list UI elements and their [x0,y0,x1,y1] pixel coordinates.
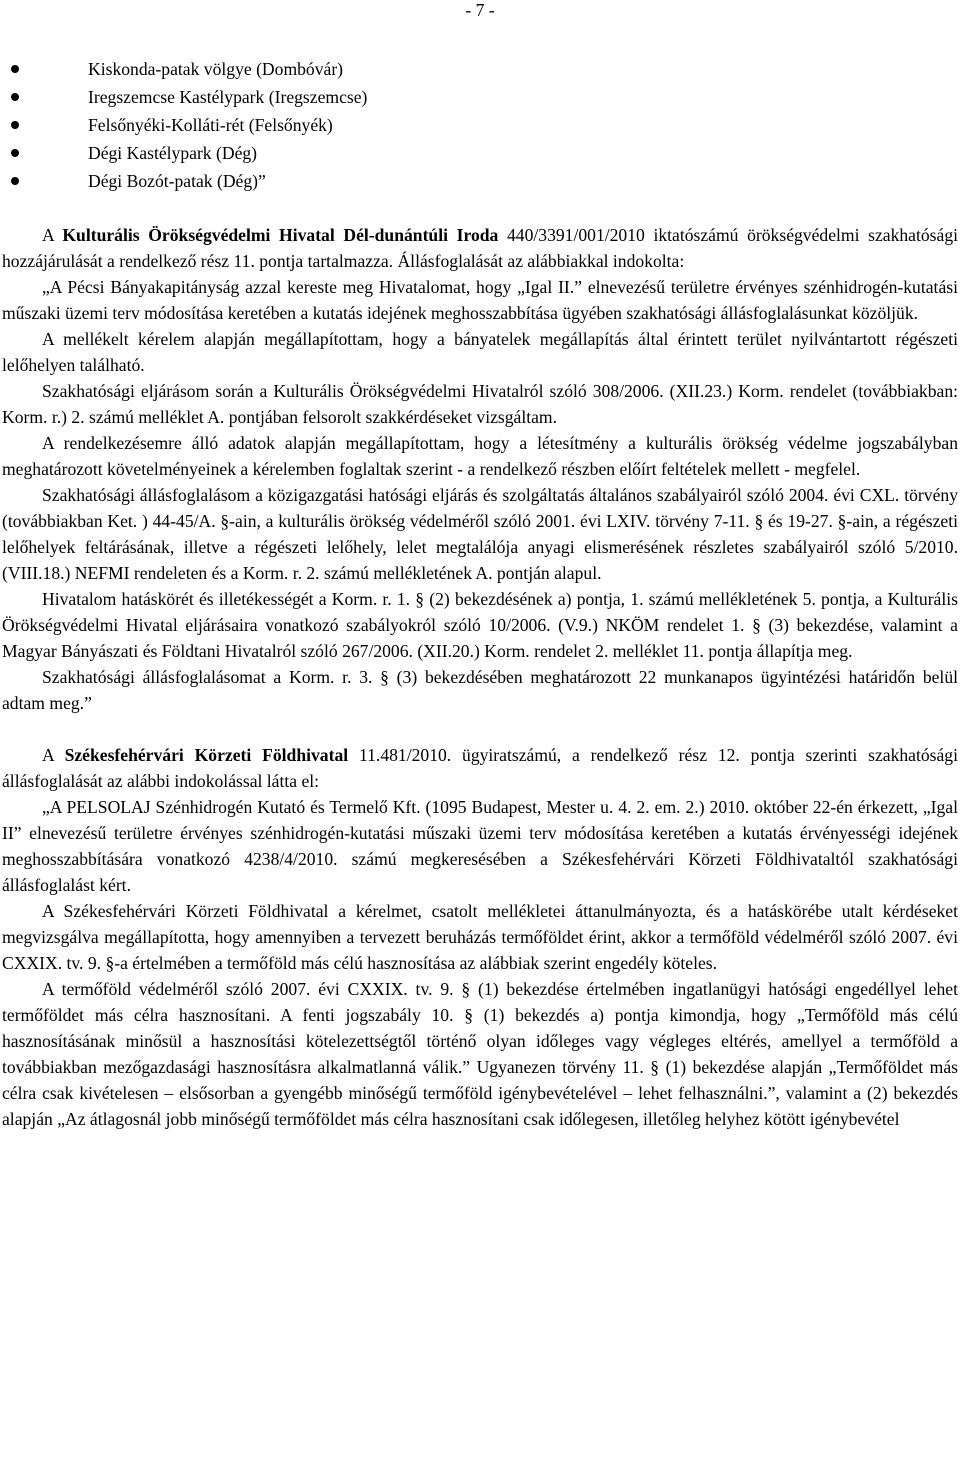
list-item: Iregszemcse Kastélypark (Iregszemcse) [0,84,960,112]
bullet-icon [11,65,19,73]
quoted-paragraph: A Székesfehérvári Körzeti Földhivatal a kérelmet, csatolt mellékletei áttanulmányozta, és a hatáskörébe utalt kérdéseket megvizsgálva megállapította, hogy amennyiben a tervezett beruházás termőföldet érint, akkor a termőföld védelméről szóló 2007. évi CXXIX. tv. 9. §-a értelmében a termőföld más célú hasznosítása az alábbiak szerint engedély köteles. [2,901,958,973]
quoted-paragraph: Szakhatósági állásfoglalásom a közigazgatási hatósági eljárás és szolgáltatás általános szabályairól szóló 2004. évi CXL. törvény (továbbiakban Ket. ) 44-45/A. §-ain, a kulturális örökség védelméről szóló 2001. évi LXIV. törvény 7-11. § és 19-27. §-ain, a régészeti lelőhelyek feltárásának, illetve a régészeti lelőhely, lelet megtalálója anyagi elismerésének részletes szabályairól szóló 5/2010. (VIII.18.) NEFMI rendeleten és a Korm. r. 2. számú mellékletének A. pontján alapul. [2,485,958,583]
page-number: - 7 - [465,0,495,20]
document-body [2,222,958,1132]
list-item: Felsőnyéki-Kolláti-rét (Felsőnyék) [0,112,960,140]
list-item: Dégi Bozót-patak (Dég)” [0,168,960,196]
quoted-paragraph: A rendelkezésemre álló adatok alapján megállapítottam, hogy a létesítmény a kulturális örökség védelme jogszabályban meghatározott követelményeinek a kérelemben foglaltak szerint - a rendelkező részben előírt feltételek mellett - megfelel. [2,433,958,479]
list-item: Dégi Kastélypark (Dég) [0,140,960,168]
land-office-name: Székesfehérvári Körzeti Földhivatal [64,745,349,765]
quoted-paragraph: „A Pécsi Bányakapitányság azzal kereste meg Hivatalomat, hogy „Igal II.” elnevezésű területre érvényes szénhidrogén-kutatási műszaki üzemi terv módosítása keretében a kutatás idejének meghosszabbítása ügyében szakhatósági állásfoglalásunkat közöljük. [2,277,958,323]
quoted-paragraph: A termőföld védelméről szóló 2007. évi CXXIX. tv. 9. § (1) bekezdése értelmében ingatlanügyi hatósági engedéllyel lehet termőföldet más célra hasznosítani. A fenti jogszabály 10. § (1) bekezdés a) pontja kimondja, hogy „Termőföld más célú hasznosításának minősül a hasznosítási kötelezettségtől történő olyan időleges vagy végleges eltérés, amellyel a termőföld a továbbiakban mezőgazdasági hasznosításra alkalmatlanná válik.” Ugyanezen törvény 11. § (1) bekezdése alapján „Termőföldet más célra csak kivételesen – elsősorban a gyengébb minőségű termőföld igénybevételével – lehet felhasználni.”, valamint a (2) bekezdés alapján „Az átlagosnál jobb minőségű termőföldet más célra hasznosítani csak időlegesen, illetőleg helyhez kötött igénybevétel [2,979,958,1129]
bullet-icon [11,177,19,185]
quoted-paragraph: Szakhatósági eljárásom során a Kulturális Örökségvédelmi Hivatalról szóló 308/2006. (XII.23.) Korm. rendelet (továbbiakban: Korm. r.) 2. számú melléklet A. pontjában felsorolt szakkérdéseket vizsgáltam. [2,381,958,427]
paragraph-spacer [2,716,958,742]
quoted-paragraph: A mellékelt kérelem alapján megállapítottam, hogy a bányatelek megállapítás által érintett terület nyilvántartott régészeti lelőhelyen található. [2,329,958,375]
quoted-paragraph: Szakhatósági állásfoglalásomat a Korm. r. 3. § (3) bekezdésében meghatározott 22 munkanapos ügyintézési határidőn belül adtam meg.” [2,667,958,713]
bullet-icon [11,121,19,129]
quoted-paragraph: „A PELSOLAJ Szénhidrogén Kutató és Termelő Kft. (1095 Budapest, Mester u. 4. 2. em. 2.) 2010. október 22-én érkezett, „Igal II” elnevezésű területre érvényes szénhidrogén-kutatási műszaki üzemi terv módosítása keretében a kutatás érvényességi idejének meghosszabbítására vonatkozó 4238/4/2010. számú megkeresésében a Székesfehérvári Körzeti Földhivataltól szakhatósági állásfoglalást kért. [2,797,958,895]
paragraph-land-office: A Székesfehérvári Körzeti Földhivatal 11.481/2010. ügyiratszámú, a rendelkező rész 12. pontja szerinti szakhatósági állásfoglalását az alábbi indokolással látta el: [2,745,958,791]
bullet-icon [11,93,19,101]
quoted-paragraph: Hivatalom hatáskörét és illetékességét a Korm. r. 1. § (2) bekezdésének a) pontja, 1. számú mellékletének 5. pontja, a Kulturális Örökségvédelmi Hivatal eljárásaira vonatkozó szabályokról szóló 10/2006. (V.9.) NKÖM rendelet 1. § (3) bekezdése, valamint a Magyar Bányászati és Földtani Hivatalról szóló 267/2006. (XII.20.) Korm. rendelet 2. melléklet 11. pontja állapítja meg. [2,589,958,661]
bullet-icon [11,149,19,157]
site-list [0,56,960,196]
heritage-office-name: Kulturális Örökségvédelmi Hivatal Dél-dunántúli Iroda [62,225,499,245]
paragraph-heritage-office: A Kulturális Örökségvédelmi Hivatal Dél-dunántúli Iroda 440/3391/001/2010 iktatószámú örökségvédelmi szakhatósági hozzájárulását a rendelkező rész 11. pontja tartalmazza. Állásfoglalását az alábbiakkal indokolta: [2,225,958,271]
list-item: Kiskonda-patak völgye (Dombóvár) [0,56,960,84]
